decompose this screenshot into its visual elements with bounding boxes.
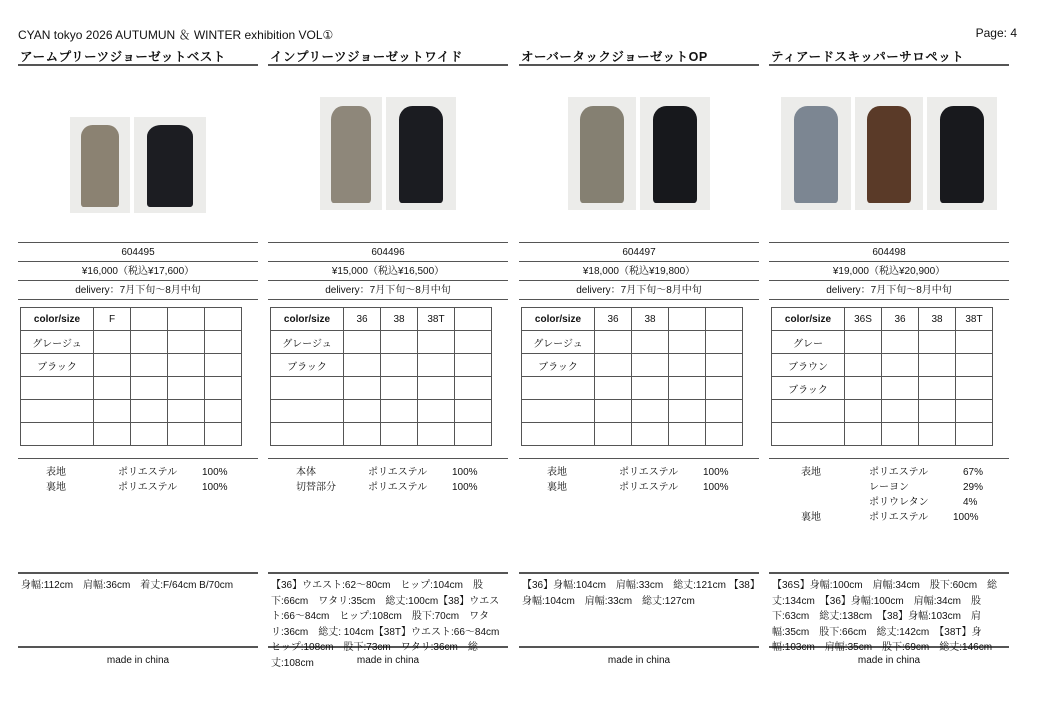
material-part: 表地 (547, 467, 567, 478)
quantity-cell[interactable] (381, 331, 418, 354)
color-label (21, 423, 94, 446)
size-color-table (771, 307, 993, 446)
product-photo (927, 97, 997, 210)
material-fabric: レーヨン (869, 482, 909, 493)
quantity-cell[interactable] (956, 423, 993, 446)
title-divider (769, 64, 1009, 66)
size-label (205, 308, 242, 331)
quantity-cell[interactable] (882, 331, 919, 354)
product-column (18, 0, 258, 715)
garment-image (794, 106, 839, 203)
size-header-row (271, 308, 492, 331)
product-name: ティアードスキッパーサロペット (771, 50, 965, 64)
material-fabric: ポリエステル (869, 467, 929, 478)
quantity-cell[interactable] (956, 354, 993, 377)
quantity-cell[interactable] (669, 400, 706, 423)
quantity-cell[interactable] (418, 377, 455, 400)
color-label (271, 400, 344, 423)
quantity-cell[interactable] (381, 377, 418, 400)
quantity-cell[interactable] (882, 354, 919, 377)
quantity-cell[interactable] (131, 354, 168, 377)
quantity-cell[interactable] (956, 400, 993, 423)
material-part: 裏地 (547, 482, 567, 493)
quantity-cell[interactable] (706, 377, 743, 400)
material-percent: 100% (202, 467, 228, 478)
material-fabric: ポリエステル (869, 512, 929, 523)
document-title: CYAN tokyo 2026 AUTUMUN ＆ WINTER exhibition VOL① (18, 28, 334, 42)
material-part: 表地 (46, 467, 66, 478)
quantity-cell[interactable] (381, 400, 418, 423)
garment-image (653, 106, 698, 203)
product-price: ¥15,000（税込¥16,500） (268, 261, 508, 281)
product-price: ¥19,000（税込¥20,900） (769, 261, 1009, 281)
color-label: ブラック (772, 377, 845, 400)
materials (268, 458, 508, 493)
product-photo (855, 97, 923, 210)
quantity-cell[interactable] (919, 377, 956, 400)
color-label: グレー (772, 331, 845, 354)
quantity-cell[interactable] (632, 377, 669, 400)
quantity-cell[interactable] (418, 331, 455, 354)
size-label: 38 (381, 308, 418, 331)
quantity-cell[interactable] (455, 423, 492, 446)
size-color-table (521, 307, 743, 446)
quantity-cell[interactable] (205, 377, 242, 400)
product-name: アームプリーツジョーゼットベスト (20, 50, 226, 64)
size-label: 36S (845, 308, 882, 331)
product-code: 604498 (769, 242, 1009, 262)
delivery-period: delivery：7月下旬〜8月中旬 (18, 280, 258, 300)
measurements: 【36】身幅:104cm 肩幅:33cm 総丈:121cm 【38】身幅:104cm 肩幅:33cm 総丈:127cm (519, 572, 759, 648)
garment-image (580, 106, 624, 203)
color-size-header: color/size (271, 308, 344, 331)
materials (769, 458, 1009, 523)
quantity-cell[interactable] (418, 400, 455, 423)
size-label: 36 (882, 308, 919, 331)
quantity-cell[interactable] (669, 377, 706, 400)
quantity-cell[interactable] (381, 423, 418, 446)
quantity-cell[interactable] (205, 354, 242, 377)
garment-image (399, 106, 444, 203)
color-row (271, 377, 492, 400)
quantity-cell[interactable] (455, 354, 492, 377)
quantity-cell[interactable] (418, 354, 455, 377)
material-fabric: ポリエステル (118, 482, 178, 493)
quantity-cell[interactable] (882, 423, 919, 446)
product-photo (568, 97, 636, 210)
size-header-row (21, 308, 242, 331)
product-column (769, 0, 1009, 715)
quantity-cell[interactable] (168, 423, 205, 446)
color-label: ブラック (21, 354, 94, 377)
color-row (522, 400, 743, 423)
material-percent: 29% (963, 482, 984, 493)
color-row (271, 354, 492, 377)
product-photos (769, 92, 1009, 214)
color-row (271, 331, 492, 354)
material-part: 本体 (296, 467, 316, 478)
color-label (522, 377, 595, 400)
quantity-cell[interactable] (168, 331, 205, 354)
color-row (522, 354, 743, 377)
size-label (131, 308, 168, 331)
color-row (522, 377, 743, 400)
quantity-cell[interactable] (919, 331, 956, 354)
garment-image (147, 125, 193, 208)
color-size-header: color/size (21, 308, 94, 331)
delivery-period: delivery：7月下旬〜8月中旬 (519, 280, 759, 300)
material-fabric: ポリエステル (619, 482, 679, 493)
quantity-cell[interactable] (706, 331, 743, 354)
size-label (168, 308, 205, 331)
product-code: 604495 (18, 242, 258, 262)
measurements: 【36S】身幅:100cm 肩幅:34cm 股下:60cm 総丈:134cm 【36】身幅:100cm 肩幅:34cm 股下:63cm 総丈:138cm 【38】身幅:103cm 肩幅:35cm 股下:66cm 総丈:142cm 【38T】身幅:103cm 肩幅:35cm 股下:69cm 総丈:146cm (769, 572, 1009, 648)
product-name: オーバータックジョーゼットOP (521, 50, 708, 64)
material-fabric: ポリエステル (368, 467, 428, 478)
product-price: ¥16,000（税込¥17,600） (18, 261, 258, 281)
size-header-row (522, 308, 743, 331)
product-photos (18, 104, 258, 226)
size-label: 38 (632, 308, 669, 331)
quantity-cell[interactable] (595, 400, 632, 423)
quantity-cell[interactable] (669, 331, 706, 354)
material-fabric: ポリエステル (368, 482, 428, 493)
color-row (21, 354, 242, 377)
quantity-cell[interactable] (706, 400, 743, 423)
quantity-cell[interactable] (845, 377, 882, 400)
size-label: F (94, 308, 131, 331)
quantity-cell[interactable] (956, 331, 993, 354)
quantity-cell[interactable] (94, 354, 131, 377)
product-photo (781, 97, 851, 210)
garment-image (81, 125, 119, 208)
quantity-cell[interactable] (94, 331, 131, 354)
size-label: 36 (595, 308, 632, 331)
quantity-cell[interactable] (131, 331, 168, 354)
country-of-origin: made in china (607, 655, 671, 666)
product-column (268, 0, 508, 715)
quantity-cell[interactable] (131, 400, 168, 423)
material-part: 表地 (801, 467, 821, 478)
quantity-cell[interactable] (669, 354, 706, 377)
color-label: ブラック (271, 354, 344, 377)
quantity-cell[interactable] (595, 377, 632, 400)
delivery-period: delivery：7月下旬〜8月中旬 (268, 280, 508, 300)
color-row (21, 331, 242, 354)
quantity-cell[interactable] (131, 377, 168, 400)
quantity-cell[interactable] (882, 377, 919, 400)
color-size-header: color/size (522, 308, 595, 331)
product-photos (519, 92, 759, 214)
material-part: 裏地 (46, 482, 66, 493)
quantity-cell[interactable] (845, 331, 882, 354)
color-row (772, 354, 993, 377)
quantity-cell[interactable] (919, 423, 956, 446)
quantity-cell[interactable] (882, 400, 919, 423)
title-divider (18, 64, 258, 66)
color-label: ブラウン (772, 354, 845, 377)
color-label: グレージュ (522, 331, 595, 354)
color-row (522, 423, 743, 446)
size-color-table (270, 307, 492, 446)
delivery-period: delivery：7月下旬〜8月中旬 (769, 280, 1009, 300)
quantity-cell[interactable] (205, 331, 242, 354)
title-divider (268, 64, 508, 66)
material-percent: 100% (703, 482, 729, 493)
quantity-cell[interactable] (168, 354, 205, 377)
quantity-cell[interactable] (94, 377, 131, 400)
garment-image (331, 106, 371, 203)
info-divider (18, 299, 258, 300)
product-code: 604497 (519, 242, 759, 262)
color-label (271, 377, 344, 400)
quantity-cell[interactable] (632, 400, 669, 423)
info-divider (769, 299, 1009, 300)
product-code: 604496 (268, 242, 508, 262)
quantity-cell[interactable] (344, 331, 381, 354)
material-percent: 100% (703, 467, 729, 478)
product-price: ¥18,000（税込¥19,800） (519, 261, 759, 281)
quantity-cell[interactable] (131, 423, 168, 446)
color-row (772, 377, 993, 400)
color-size-header: color/size (772, 308, 845, 331)
measurements: 身幅:112cm 肩幅:36cm 着丈:F/64cm B/70cm (18, 572, 258, 648)
quantity-cell[interactable] (632, 331, 669, 354)
quantity-cell[interactable] (595, 354, 632, 377)
quantity-cell[interactable] (205, 423, 242, 446)
size-label (669, 308, 706, 331)
quantity-cell[interactable] (845, 354, 882, 377)
material-part: 切替部分 (296, 482, 336, 493)
material-percent: 100% (452, 482, 478, 493)
size-header-row (772, 308, 993, 331)
color-label: グレージュ (271, 331, 344, 354)
country-of-origin: made in china (106, 655, 170, 666)
material-percent: 100% (452, 467, 478, 478)
materials (519, 458, 759, 493)
materials (18, 458, 258, 493)
size-label: 38 (919, 308, 956, 331)
quantity-cell[interactable] (845, 400, 882, 423)
quantity-cell[interactable] (632, 354, 669, 377)
quantity-cell[interactable] (381, 354, 418, 377)
size-label (706, 308, 743, 331)
material-percent: 4% (963, 497, 978, 508)
quantity-cell[interactable] (956, 377, 993, 400)
color-label (522, 400, 595, 423)
quantity-cell[interactable] (455, 400, 492, 423)
quantity-cell[interactable] (418, 423, 455, 446)
material-fabric: ポリウレタン (869, 497, 929, 508)
garment-image (940, 106, 985, 203)
size-label: 36 (344, 308, 381, 331)
quantity-cell[interactable] (595, 423, 632, 446)
quantity-cell[interactable] (706, 354, 743, 377)
country-of-origin: made in china (857, 655, 921, 666)
quantity-cell[interactable] (455, 331, 492, 354)
product-photo (320, 97, 382, 210)
color-row (21, 400, 242, 423)
quantity-cell[interactable] (94, 423, 131, 446)
info-divider (268, 299, 508, 300)
size-label: 38T (418, 308, 455, 331)
material-percent: 100% (953, 512, 979, 523)
quantity-cell[interactable] (168, 377, 205, 400)
color-row (271, 400, 492, 423)
measurements: 【36】ウエスト:62〜80cm ヒップ:104cm 股下:66cm ワタリ:35cm 総丈:100cm【38】ウエスト:66〜84cm ヒップ:108cm 股下:70cm ワタリ:36cm 総丈: 104cm【38T】ウエスト:66〜84cm ヒップ:108cm 股下:73cm ワタリ:36cm 総丈:108cm (268, 572, 508, 648)
page-number: Page: 4 (975, 26, 1017, 40)
color-row (522, 331, 743, 354)
color-label (21, 400, 94, 423)
product-photos (268, 92, 508, 214)
color-row (772, 423, 993, 446)
product-photo (70, 117, 130, 213)
color-label: ブラック (522, 354, 595, 377)
color-row (772, 400, 993, 423)
product-photo (640, 97, 710, 210)
quantity-cell[interactable] (706, 423, 743, 446)
material-percent: 100% (202, 482, 228, 493)
quantity-cell[interactable] (919, 400, 956, 423)
size-label (455, 308, 492, 331)
color-label (772, 423, 845, 446)
info-divider (519, 299, 759, 300)
quantity-cell[interactable] (669, 423, 706, 446)
quantity-cell[interactable] (344, 423, 381, 446)
material-fabric: ポリエステル (619, 467, 679, 478)
size-label: 38T (956, 308, 993, 331)
garment-image (867, 106, 911, 203)
title-divider (519, 64, 759, 66)
quantity-cell[interactable] (168, 400, 205, 423)
size-color-table (20, 307, 242, 446)
product-name: インプリーツジョーゼットワイド (270, 50, 463, 64)
color-label (772, 400, 845, 423)
quantity-cell[interactable] (344, 400, 381, 423)
quantity-cell[interactable] (94, 400, 131, 423)
quantity-cell[interactable] (632, 423, 669, 446)
product-column (519, 0, 759, 715)
material-fabric: ポリエステル (118, 467, 178, 478)
color-row (772, 331, 993, 354)
product-photo (134, 117, 206, 213)
quantity-cell[interactable] (205, 400, 242, 423)
color-label (21, 377, 94, 400)
material-percent: 67% (963, 467, 984, 478)
country-of-origin: made in china (356, 655, 420, 666)
color-row (21, 377, 242, 400)
quantity-cell[interactable] (344, 354, 381, 377)
product-photo (386, 97, 456, 210)
color-row (271, 423, 492, 446)
color-label: グレージュ (21, 331, 94, 354)
quantity-cell[interactable] (344, 377, 381, 400)
quantity-cell[interactable] (919, 354, 956, 377)
quantity-cell[interactable] (455, 377, 492, 400)
quantity-cell[interactable] (595, 331, 632, 354)
quantity-cell[interactable] (845, 423, 882, 446)
color-label (522, 423, 595, 446)
material-part: 裏地 (801, 512, 821, 523)
color-label (271, 423, 344, 446)
color-row (21, 423, 242, 446)
